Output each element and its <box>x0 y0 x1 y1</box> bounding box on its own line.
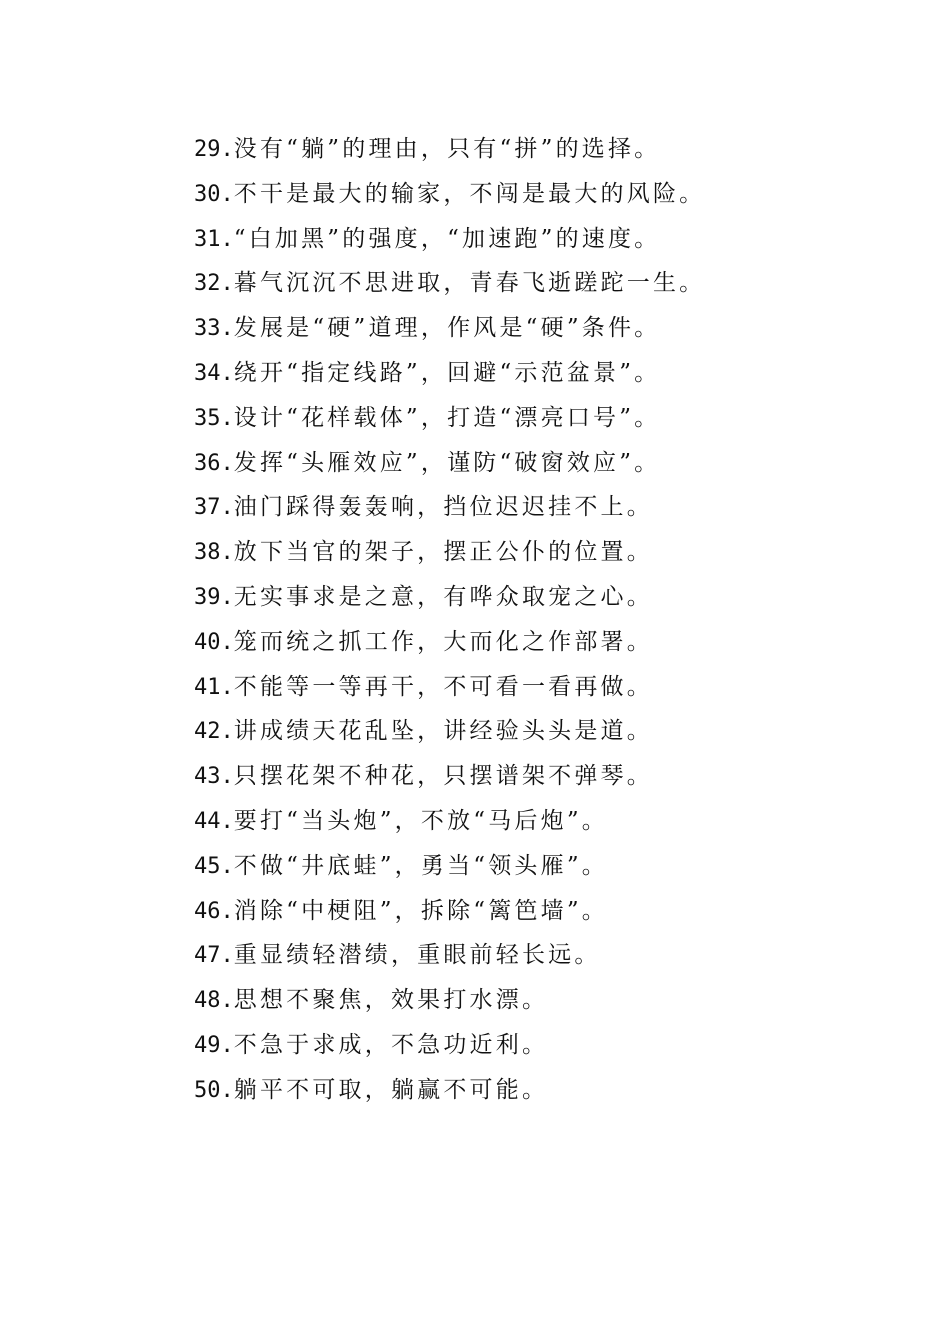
list-item <box>194 709 705 754</box>
list-item <box>194 844 705 889</box>
item-number: 32. <box>194 271 234 297</box>
item-text: 思想不聚焦，效果打水漂。 <box>233 987 549 1014</box>
item-number: 33. <box>194 316 234 342</box>
list-item <box>194 172 705 217</box>
item-number: 38. <box>194 540 234 566</box>
item-number: 37. <box>194 495 234 521</box>
list-item <box>194 620 705 665</box>
item-text: 笼而统之抓工作，大而化之作部署。 <box>233 628 653 655</box>
list-item <box>194 441 705 486</box>
list-item <box>194 754 705 799</box>
item-text: 发展是“硬”道理，作风是“硬”条件。 <box>233 315 661 342</box>
list-item <box>194 217 705 262</box>
list-item <box>194 575 705 620</box>
item-text: 无实事求是之意，有哗众取宠之心。 <box>233 583 653 610</box>
item-number: 41. <box>194 674 234 700</box>
item-number: 40. <box>194 629 234 655</box>
item-number: 45. <box>194 853 234 879</box>
item-number: 29. <box>194 137 234 162</box>
list-item <box>194 799 705 844</box>
list-item <box>194 485 705 530</box>
item-number: 47. <box>194 943 234 969</box>
item-number: 34. <box>194 360 234 386</box>
list-item <box>194 1023 705 1068</box>
item-number: 35. <box>194 405 234 431</box>
item-number: 49. <box>194 1032 234 1058</box>
item-text: 不能等一等再干，不可看一看再做。 <box>233 673 653 700</box>
item-number: 39. <box>194 584 234 610</box>
list-item <box>194 351 705 396</box>
item-text: 讲成绩天花乱坠，讲经验头头是道。 <box>233 718 653 745</box>
item-number: 42. <box>194 719 234 745</box>
item-text: 放下当官的架子，摆正公仆的位置。 <box>233 539 653 566</box>
item-text: 绕开“指定线路”，回避“示范盆景”。 <box>233 359 661 386</box>
slogan-list <box>194 127 705 1113</box>
item-number: 30. <box>194 181 234 207</box>
item-number: 36. <box>194 450 234 476</box>
list-item <box>194 933 705 978</box>
item-number: 43. <box>194 764 234 790</box>
item-text: 油门踩得轰轰响，挡位迟迟挂不上。 <box>233 494 653 521</box>
item-text: 只摆花架不种花，只摆谱架不弹琴。 <box>233 763 653 790</box>
item-number: 50. <box>194 1077 234 1103</box>
list-item <box>194 530 705 575</box>
item-number: 44. <box>194 808 234 834</box>
list-item <box>194 665 705 710</box>
item-text: 没有“躺”的理由，只有“拼”的选择。 <box>233 136 661 162</box>
list-item <box>194 261 705 306</box>
item-text: 躺平不可取，躺赢不可能。 <box>233 1076 549 1103</box>
item-text: 设计“花样载体”，打造“漂亮口号”。 <box>233 404 661 431</box>
item-number: 46. <box>194 898 234 924</box>
list-item <box>194 396 705 441</box>
list-item <box>194 889 705 934</box>
list-item <box>194 1068 705 1113</box>
item-text: 暮气沉沉不思进取，青春飞逝蹉跎一生。 <box>233 270 706 297</box>
item-text: 重显绩轻潜绩，重眼前轻长远。 <box>233 942 601 969</box>
item-text: 消除“中梗阻”，拆除“篱笆墙”。 <box>233 897 608 924</box>
item-text: 要打“当头炮”，不放“马后炮”。 <box>233 807 608 834</box>
item-text: 发挥“头雁效应”，谨防“破窗效应”。 <box>233 449 661 476</box>
item-text: 不干是最大的输家，不闯是最大的风险。 <box>233 180 706 207</box>
item-text: 不急于求成，不急功近利。 <box>233 1031 549 1058</box>
item-text: 不做“井底蛙”，勇当“领头雁”。 <box>233 852 608 879</box>
list-item <box>194 306 705 351</box>
item-text: “白加黑”的强度，“加速跑”的速度。 <box>233 225 661 252</box>
item-number: 31. <box>194 226 234 252</box>
item-number: 48. <box>194 988 234 1014</box>
list-item <box>194 127 705 172</box>
list-item <box>194 978 705 1023</box>
